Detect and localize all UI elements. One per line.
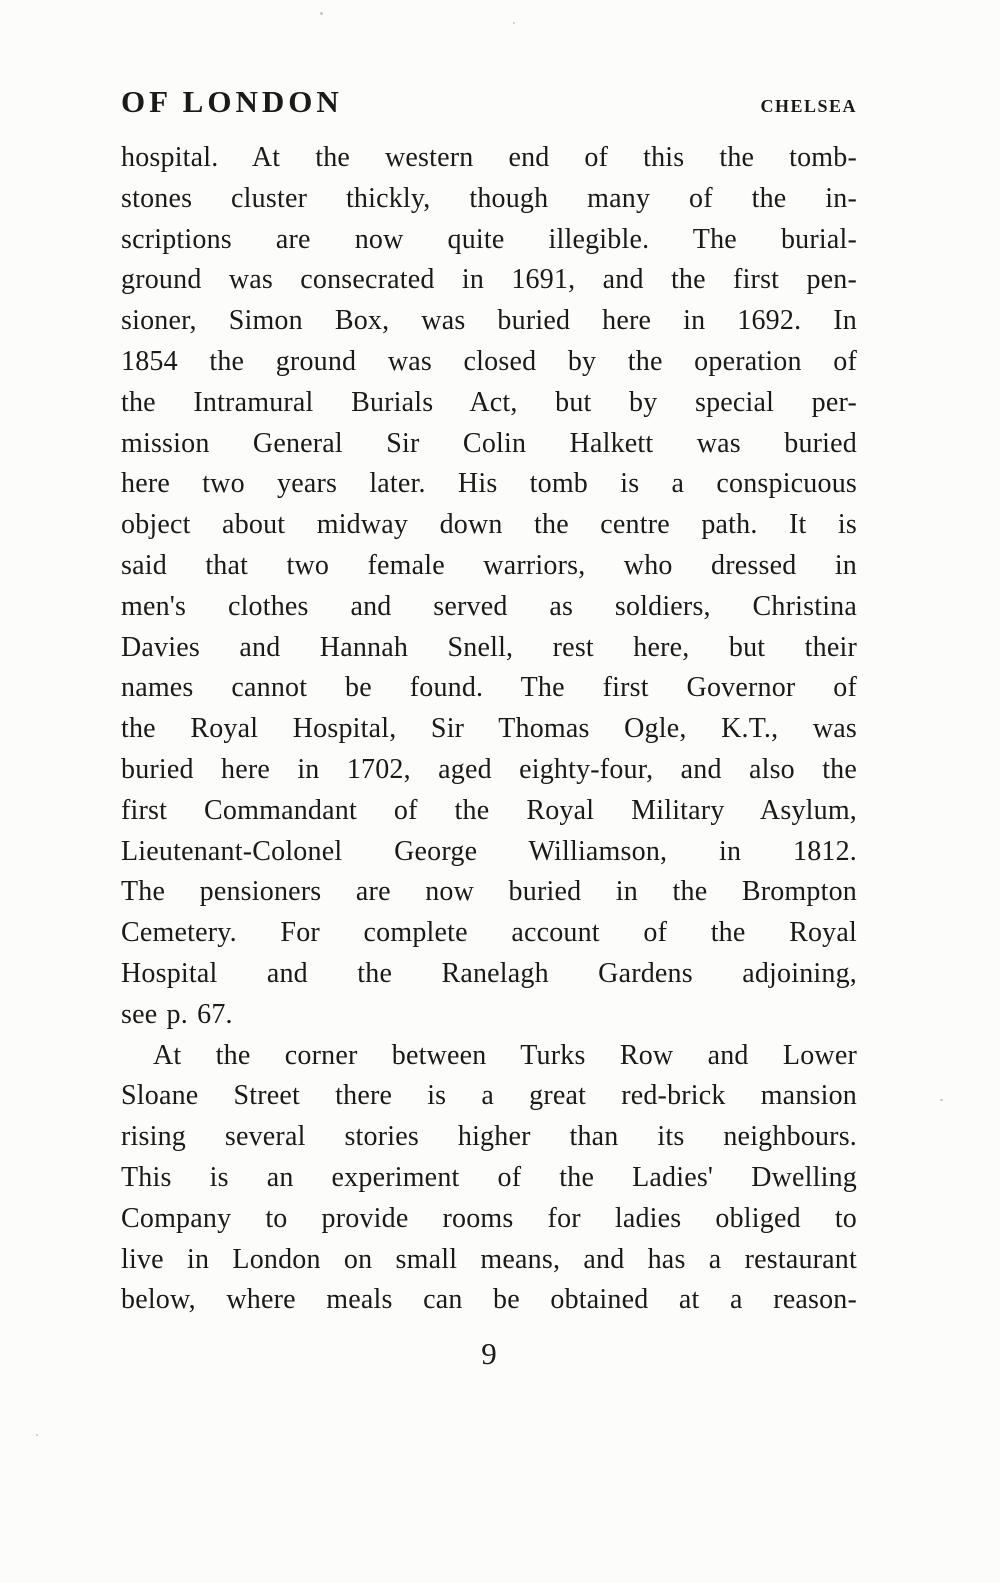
text-line: here two years later. His tomb is a conspicuous [121,468,857,500]
text-line: object about midway down the centre path. It is [121,509,857,541]
text-line: 1854 the ground was closed by the operation of [121,345,857,377]
text-line: said that two female warriors, who dressed in [121,549,857,581]
paragraph [121,138,857,1036]
scan-speck [36,1434,38,1436]
page-number: 9 [481,1336,497,1371]
text-line: the Intramural Burials Act, but by special per- [121,386,857,418]
text-line: stones cluster thickly, though many of the in- [121,182,857,214]
text-line: live in London on small means, and has a restaurant [121,1243,857,1275]
text-line: This is an experiment of the Ladies' Dwelling [121,1161,857,1193]
running-header [121,84,857,120]
text-line: scriptions are now quite illegible. The burial- [121,223,857,255]
running-title: OF LONDON [121,84,343,119]
text-line: first Commandant of the Royal Military Asylum, [121,794,857,826]
text-line: rising several stories higher than its neighbours. [121,1121,857,1153]
text-line: The pensioners are now buried in the Brompton [121,876,857,908]
scan-speck [513,22,515,24]
text-line: below, where meals can be obtained at a reason- [121,1284,857,1316]
text-line: ground was consecrated in 1691, and the first pen- [121,264,857,296]
text-block [121,138,857,1321]
text-line: Hospital and the Ranelagh Gardens adjoining, [121,957,857,989]
text-line: Lieutenant-Colonel George Williamson, in 1812. [121,835,857,867]
scan-speck [320,12,323,15]
scan-speck [940,1099,943,1101]
text-line: At the corner between Turks Row and Lower [153,1039,857,1071]
text-line: Cemetery. For complete account of the Royal [121,917,857,949]
paragraph [121,1036,857,1322]
text-line: hospital. At the western end of this the tomb- [121,142,857,173]
text-line: mission General Sir Colin Halkett was buried [121,427,857,459]
text-line: Sloane Street there is a great red-brick mansion [121,1080,857,1112]
text-line: the Royal Hospital, Sir Thomas Ogle, K.T., was [121,713,857,745]
text-line: men's clothes and served as soldiers, Christina [121,590,857,622]
text-line: buried here in 1702, aged eighty-four, and also the [121,753,857,785]
text-line: sioner, Simon Box, was buried here in 1692. In [121,305,857,337]
section-title: CHELSEA [760,96,857,116]
text-line: see p. 67. [121,998,233,1030]
text-line: names cannot be found. The first Governor of [121,672,857,704]
text-line: Company to provide rooms for ladies obliged to [121,1202,857,1234]
text-line: Davies and Hannah Snell, rest here, but their [121,631,857,663]
